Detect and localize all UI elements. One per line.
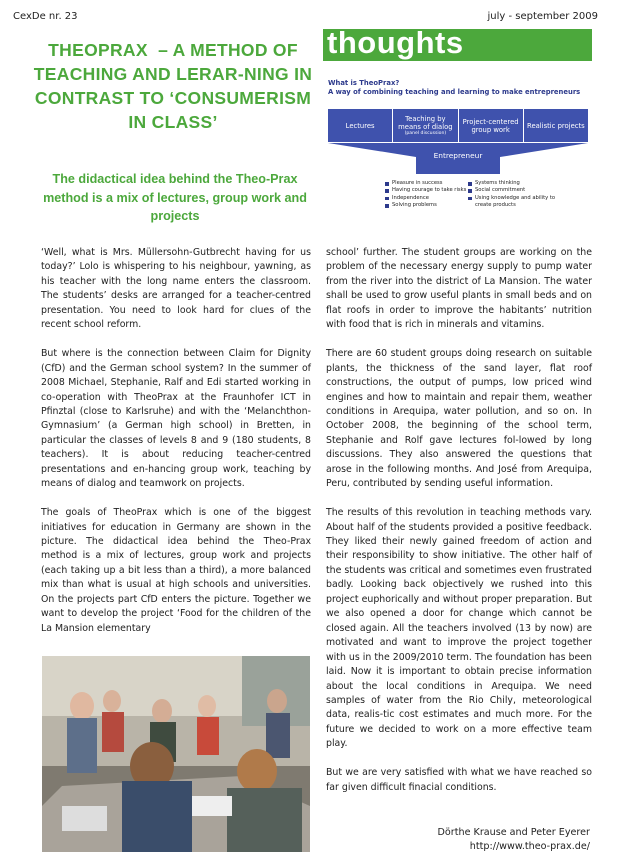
diagram-box-lectures <box>328 109 393 142</box>
issue-date: july - september 2009 <box>487 11 598 22</box>
paragraph: But we are very satisfied with what we have reached so far given difficult finacial conditions. <box>326 767 592 793</box>
classroom-photo-image <box>42 656 310 852</box>
bullet-item: Pleasure in success <box>385 180 479 187</box>
paragraph: The goals of TheoPrax which is one of the biggest initiatives for education in Germany are shown in the picture. The didactical idea behind the Theo-Prax method is a mix of lectures, group work and projects (each taking up a bit less than a third), a more balanced mix than what is usual at high schools and universities. On the projects part CfD enters the picture. Together we want to develop the project ‘Food for the children of the La Mansion elementary <box>41 507 311 634</box>
diagram-box-dialog <box>393 109 458 142</box>
bullet-item: Solving problems <box>385 202 479 209</box>
article-subtitle: The didactical idea behind the Theo-Prax method is a mix of lectures, group work and projects <box>43 172 307 223</box>
diagram-box-note: (panel discussion) <box>404 130 447 136</box>
diagram-heading <box>328 79 580 97</box>
paragraph: There are 60 student groups doing research on suitable plants, the thickness of the sand layer, flat roof constructions, the output of pumps, low priced wind engines and how to maintain and repair them, weather conditions in Arequipa, water pollution, and so on. In October 2008, the beginning of the school term, Stephanie and Rolf gave lectures fol-lowed by long discussions. They also answered the questions that arose in the following months. And José from Arequipa, Peru, contributed by sending useful information. <box>326 348 592 490</box>
bullet-item: Systems thinking <box>468 180 562 187</box>
diagram-answer: A way of combining teaching and learning to make entrepreneurs <box>328 88 581 96</box>
classroom-photo <box>42 656 310 852</box>
diagram-box-label: Lectures <box>345 121 375 130</box>
issue-number: CexDe nr. 23 <box>13 11 78 22</box>
section-banner-label: thoughts <box>327 25 464 60</box>
diagram-box-label: Project-centered group work <box>462 117 519 134</box>
paragraph: school’ further. The student groups are working on the problem of the necessary energy supply to pump water from the river into the district of La Mansion. The water shall be used to grow useful plants in small beds and on flat roofs in order to improve the habitants’ nutrition with food that is rich in minerals and vitamins. <box>326 247 592 331</box>
paragraph: ‘Well, what is Mrs. Müllersohn-Gutbrecht having for us today?’ Lolo is whispering to his neighbour, yawning, as his teacher with the long name enters the classroom. The students’ desks are arranged for a teacher-centred presentation. You need to look hard for clues of the recent school reform. <box>41 247 311 331</box>
paragraph: The results of this revolution in teaching methods vary. About half of the students provided a positive feedback. They liked their newly gained freedom of action and their responsibility to show initiative. The other half of the students was critical and sometimes even frustrated badly. Looking back objectively we rushed into this project euphorically and without proper preparation. But we also opened a door for change which cannot be closed again. All the teachers involved (13 by now) are motivated and want to improve the project together with us in the 2009/2010 term. The foundation has been laid. Now it is important to obtain precise information about the local conditions in Arequipa. We need samples of water from the Rio Chily, meteorological data, realis-tic cost estimates and much more. For the future we decided to work on a more effective team play. <box>326 507 592 750</box>
article-column-right <box>326 246 592 810</box>
paragraph: But where is the connection between Claim for Dignity (CfD) and the German school system? In the summer of 2008 Michael, Stephanie, Ralf and Edi started working in co-operation with TheoPrax at the Fraunhofer ICT in Pfinztal (close to Karlsruhe) and with the ‘Melanchthon-Gymnasium’ (a German high school) in Bretten, in particular the classes of levels 8 and 9 (180 students, 8 teachers). It is about reducing teacher-centred presentations and en-hancing group work, teaching by means of dialog and teamwork on projects. <box>41 348 311 490</box>
section-banner <box>323 25 592 61</box>
bullet-item: Social commitment <box>468 187 562 194</box>
bullet-item: Independence <box>385 195 479 202</box>
diagram-box-group-work <box>459 109 524 142</box>
authors: Dörthe Krause and Peter Eyerer <box>437 827 590 838</box>
bullet-item: Using knowledge and ability to create products <box>468 195 562 210</box>
article-column-left <box>41 246 311 651</box>
diagram-boxes <box>328 109 588 142</box>
diagram-question: What is TheoPrax? <box>328 79 400 87</box>
diagram-entrepreneur: Entrepreneur <box>433 151 483 160</box>
diagram-bullets-left <box>385 180 479 210</box>
article-title: THEOPRAX – A METHOD OF TEACHING AND LERAR-NING IN CONTRAST TO ‘CONSUMERISM IN CLASS’ <box>33 40 313 132</box>
diagram-box-projects <box>524 109 588 142</box>
diagram-funnel <box>328 143 588 177</box>
diagram-box-label: Teaching by means of dialog <box>398 114 453 131</box>
theoprax-diagram <box>323 72 593 232</box>
diagram-bullets-right <box>468 180 562 210</box>
website-link[interactable]: http://www.theo-prax.de/ <box>469 841 590 853</box>
diagram-box-label: Realistic projects <box>527 121 585 130</box>
signature <box>350 826 590 855</box>
bullet-item: Having courage to take risks <box>385 187 479 194</box>
